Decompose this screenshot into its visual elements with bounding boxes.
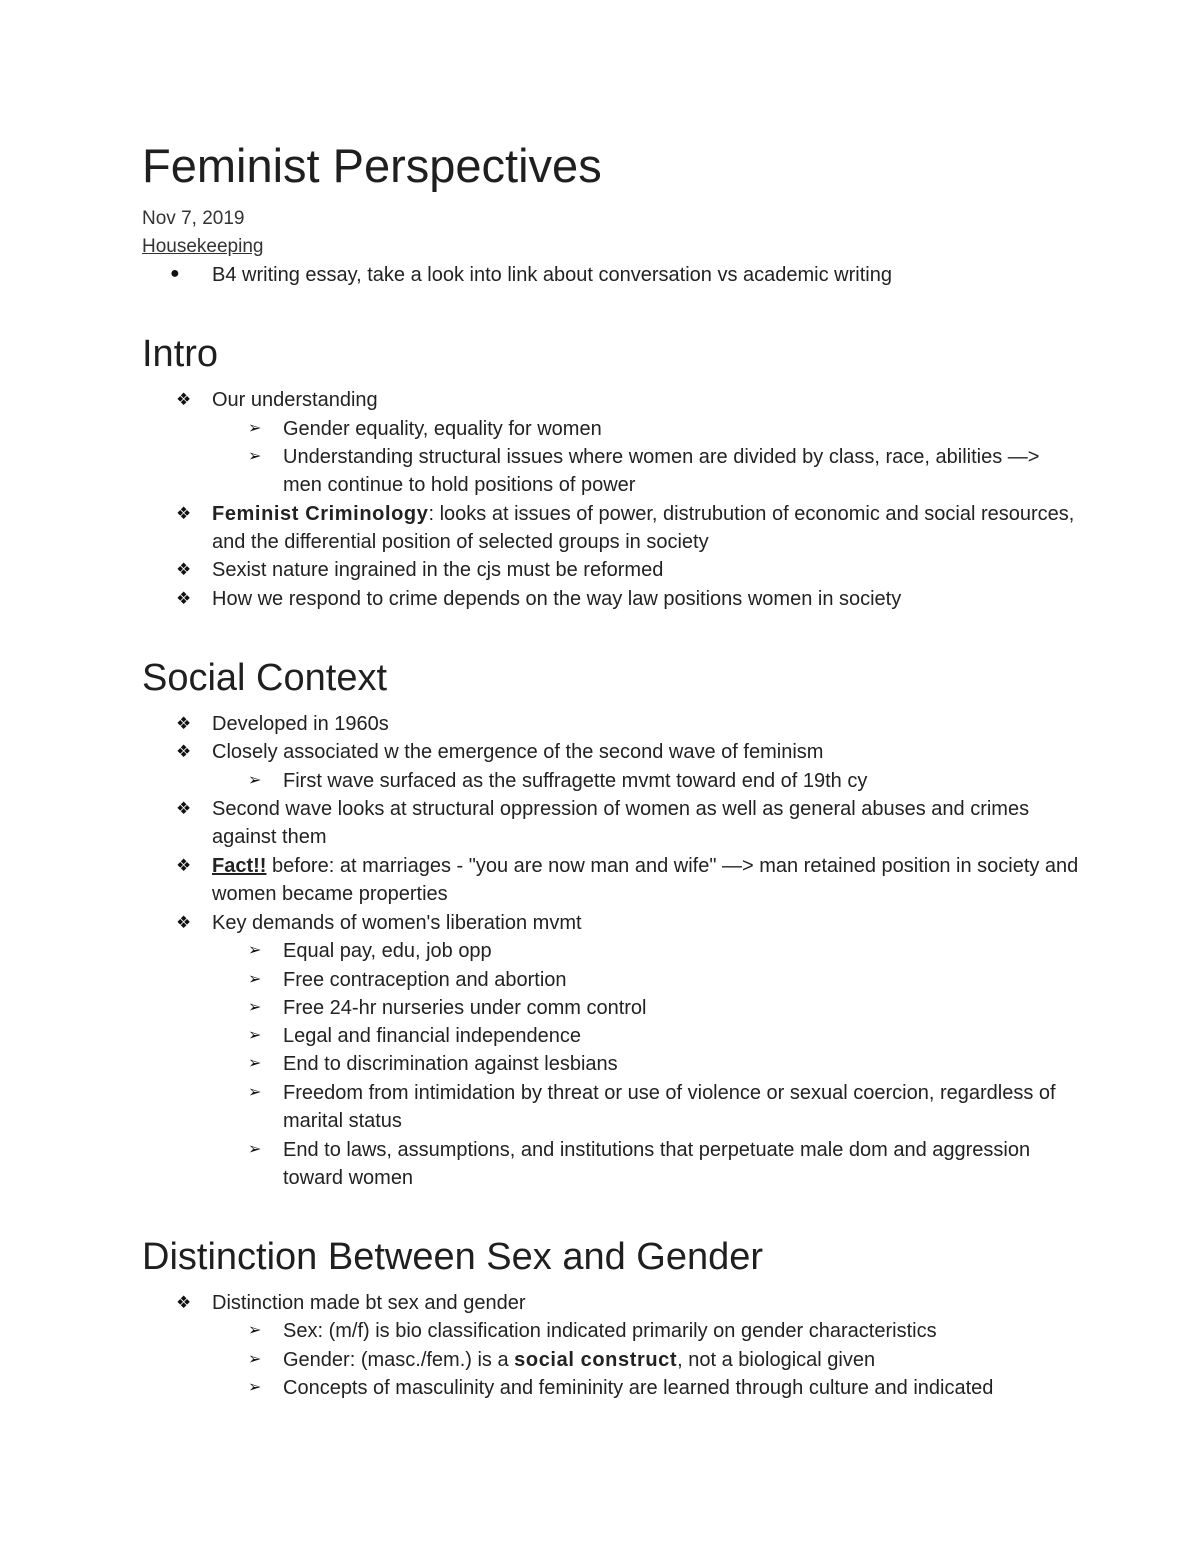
bullet-arrow-icon: ➢ bbox=[248, 1322, 262, 1339]
list-item bbox=[176, 738, 1092, 766]
list-item-text: Gender: (masc./fem.) is a bbox=[283, 1349, 515, 1371]
list-item-text: Sexist nature ingrained in the cjs must be reformed bbox=[212, 559, 664, 581]
fact-label: Fact!! bbox=[212, 855, 267, 877]
section-heading-distinction: Distinction Between Sex and Gender bbox=[142, 1236, 764, 1278]
list-item-text: Concepts of masculinity and femininity are learned through culture and indicated bbox=[283, 1377, 994, 1399]
list-item bbox=[176, 500, 1092, 557]
bullet-arrow-icon: ➢ bbox=[248, 1351, 262, 1368]
bullet-dot-icon: ● bbox=[170, 265, 180, 282]
list-item-text: Our understanding bbox=[212, 389, 378, 411]
list-item bbox=[176, 710, 1092, 738]
list-item bbox=[248, 1079, 1083, 1136]
document-title: Feminist Perspectives bbox=[142, 139, 602, 192]
list-item-text: , not a biological given bbox=[677, 1349, 876, 1371]
list-item-text: Understanding structural issues where women are divided by class, race, abilities —> men continue to hold positions of power bbox=[283, 446, 1040, 497]
term-social-construct: social construct bbox=[514, 1349, 678, 1371]
list-item-text: Developed in 1960s bbox=[212, 713, 389, 735]
bullet-diamond-icon: ❖ bbox=[176, 913, 192, 932]
list-item bbox=[176, 795, 1092, 852]
list-item bbox=[248, 1136, 1083, 1193]
document-date: Nov 7, 2019 bbox=[142, 208, 245, 229]
list-item-text: Legal and financial independence bbox=[283, 1025, 582, 1047]
list-item-text: B4 writing essay, take a look into link about conversation vs academic writing bbox=[212, 264, 892, 286]
list-item-text: Closely associated w the emergence of the second wave of feminism bbox=[212, 741, 824, 763]
bullet-diamond-icon: ❖ bbox=[176, 714, 192, 733]
list-item bbox=[176, 1289, 1092, 1317]
section-heading-social-context: Social Context bbox=[142, 657, 388, 699]
bullet-diamond-icon: ❖ bbox=[176, 1293, 192, 1312]
list-item-text: Gender equality, equality for women bbox=[283, 418, 602, 440]
bullet-arrow-icon: ➢ bbox=[248, 971, 262, 988]
bullet-diamond-icon: ❖ bbox=[176, 856, 192, 875]
bullet-arrow-icon: ➢ bbox=[248, 1027, 262, 1044]
list-item-text: Second wave looks at structural oppression of women as well as general abuses and crimes against them bbox=[212, 798, 1030, 849]
list-item-text: Free 24-hr nurseries under comm control bbox=[283, 997, 647, 1019]
list-item-text: Key demands of women's liberation mvmt bbox=[212, 912, 582, 934]
list-item bbox=[248, 1022, 1083, 1050]
list-item bbox=[176, 556, 1092, 584]
bullet-arrow-icon: ➢ bbox=[248, 999, 262, 1016]
bullet-diamond-icon: ❖ bbox=[176, 799, 192, 818]
list-item-text: Sex: (m/f) is bio classification indicated primarily on gender characteristics bbox=[283, 1320, 937, 1342]
bullet-diamond-icon: ❖ bbox=[176, 390, 192, 409]
list-item-text: Equal pay, edu, job opp bbox=[283, 940, 492, 962]
list-item bbox=[248, 1374, 1083, 1402]
bullet-arrow-icon: ➢ bbox=[248, 1141, 262, 1158]
list-item-text: How we respond to crime depends on the way law positions women in society bbox=[212, 588, 902, 610]
bullet-arrow-icon: ➢ bbox=[248, 942, 262, 959]
bullet-arrow-icon: ➢ bbox=[248, 1055, 262, 1072]
list-item bbox=[248, 767, 1083, 795]
bullet-diamond-icon: ❖ bbox=[176, 560, 192, 579]
term-feminist-criminology: Feminist Criminology bbox=[212, 503, 429, 525]
bullet-arrow-icon: ➢ bbox=[248, 1379, 262, 1396]
list-item bbox=[248, 966, 1083, 994]
list-item-text: End to laws, assumptions, and institutions that perpetuate male dom and aggression toward women bbox=[283, 1139, 1031, 1190]
list-item bbox=[170, 261, 1092, 289]
list-item bbox=[176, 909, 1092, 937]
list-item bbox=[176, 585, 1092, 613]
list-item-text: before: at marriages - "you are now man and wife" —> man retained position in society and women became properties bbox=[212, 855, 1079, 906]
list-item-text: End to discrimination against lesbians bbox=[283, 1053, 618, 1075]
list-item-text: First wave surfaced as the suffragette mvmt toward end of 19th cy bbox=[283, 770, 868, 792]
list-item-text: : looks at issues of power, distrubution of economic and social resources, and the differential position of selected groups in society bbox=[212, 503, 1075, 554]
list-item bbox=[248, 1346, 1083, 1374]
list-item bbox=[176, 852, 1092, 909]
list-item bbox=[248, 937, 1083, 965]
list-item bbox=[176, 386, 1092, 414]
list-item-text: Freedom from intimidation by threat or use of violence or sexual coercion, regardless of marital status bbox=[283, 1082, 1056, 1133]
housekeeping-heading: Housekeeping bbox=[142, 236, 264, 257]
bullet-diamond-icon: ❖ bbox=[176, 504, 192, 523]
list-item bbox=[248, 1317, 1083, 1345]
bullet-arrow-icon: ➢ bbox=[248, 420, 262, 437]
list-item bbox=[248, 994, 1083, 1022]
list-item-text: Distinction made bt sex and gender bbox=[212, 1292, 526, 1314]
section-heading-intro: Intro bbox=[142, 333, 219, 375]
bullet-arrow-icon: ➢ bbox=[248, 448, 262, 465]
list-item bbox=[248, 415, 1083, 443]
bullet-diamond-icon: ❖ bbox=[176, 589, 192, 608]
bullet-diamond-icon: ❖ bbox=[176, 742, 192, 761]
bullet-arrow-icon: ➢ bbox=[248, 772, 262, 789]
list-item bbox=[248, 1050, 1083, 1078]
list-item-text: Free contraception and abortion bbox=[283, 969, 567, 991]
bullet-arrow-icon: ➢ bbox=[248, 1084, 262, 1101]
list-item bbox=[248, 443, 1083, 500]
